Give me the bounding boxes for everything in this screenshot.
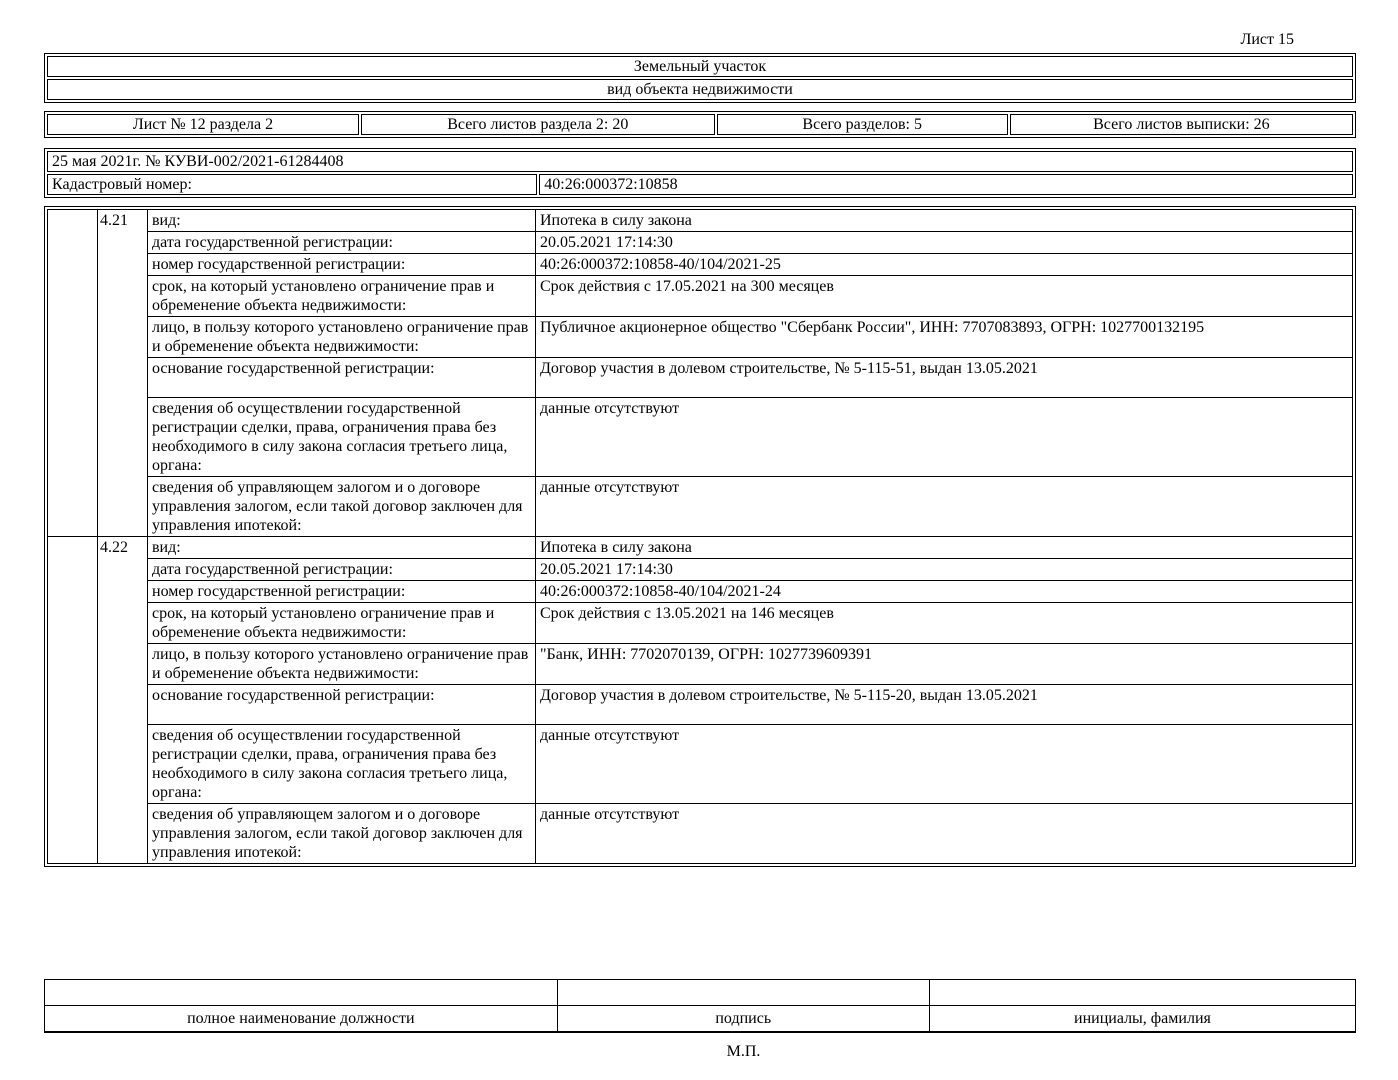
record-left-cell xyxy=(48,210,98,537)
record-value: "Банк, ИНН: 7702070139, ОГРН: 1027739609391 xyxy=(536,644,1353,685)
table-row xyxy=(48,804,1353,864)
record-label: сведения об осуществлении государственной регистрации сделки, права, ограничения права без необходимого в силу закона согласия третьего лица, органа: xyxy=(148,725,536,804)
record-value: 20.05.2021 17:14:30 xyxy=(536,559,1353,581)
record-value: Договор участия в долевом строительстве, № 5-115-20, выдан 13.05.2021 xyxy=(536,685,1353,725)
spacer xyxy=(44,138,1356,148)
table-row xyxy=(48,477,1353,537)
signature-empty-row xyxy=(45,980,1356,1006)
position-caption: полное наименование должности xyxy=(45,1006,558,1032)
spacer xyxy=(44,198,1356,206)
record-left-cell xyxy=(48,537,98,864)
signature-empty-cell xyxy=(45,980,558,1006)
record-label: срок, на который установлено ограничение прав и обременение объекта недвижимости: xyxy=(148,603,536,644)
document-info-table xyxy=(44,148,1356,198)
record-value: Ипотека в силу закона xyxy=(536,210,1353,232)
record-value: данные отсутствуют xyxy=(536,725,1353,804)
table-row xyxy=(48,358,1353,398)
sheet-info-table xyxy=(44,111,1356,138)
record-value: 40:26:000372:10858-40/104/2021-24 xyxy=(536,581,1353,603)
object-type-table xyxy=(44,53,1356,103)
record-value: данные отсутствуют xyxy=(536,398,1353,477)
record-label: основание государственной регистрации: xyxy=(148,358,536,398)
record-label: номер государственной регистрации: xyxy=(148,581,536,603)
signature-caption-row xyxy=(45,1006,1356,1032)
document-date-number: 25 мая 2021г. № КУВИ-002/2021-61284408 xyxy=(47,151,1353,172)
sheet-number: Лист 15 xyxy=(1240,31,1294,48)
spacer xyxy=(44,103,1356,111)
record-value: данные отсутствуют xyxy=(536,477,1353,537)
record-value: Публичное акционерное общество "Сбербанк России", ИНН: 7707083893, ОГРН: 1027700132195 xyxy=(536,317,1353,358)
table-row xyxy=(48,644,1353,685)
record-label: вид: xyxy=(148,210,536,232)
table-row xyxy=(48,276,1353,317)
table-row xyxy=(48,603,1353,644)
record-number: 4.21 xyxy=(98,210,148,537)
record-label: номер государственной регистрации: xyxy=(148,254,536,276)
table-row xyxy=(48,254,1353,276)
record-label: сведения об управляющем залогом и о договоре управления залогом, если такой договор заключен для управления ипотекой: xyxy=(148,804,536,864)
record-value: Срок действия с 13.05.2021 на 146 месяцев xyxy=(536,603,1353,644)
stamp-place-label: М.П. xyxy=(726,1042,761,1060)
sheet-info-total-sections: Всего разделов: 5 xyxy=(717,114,1008,135)
record-value: данные отсутствуют xyxy=(536,804,1353,864)
record-value: Договор участия в долевом строительстве, № 5-115-51, выдан 13.05.2021 xyxy=(536,358,1353,398)
table-row xyxy=(48,581,1353,603)
sheet-info-total-section-sheets: Всего листов раздела 2: 20 xyxy=(361,114,715,135)
record-4-21 xyxy=(48,210,1353,537)
record-value: Ипотека в силу закона xyxy=(536,537,1353,559)
table-row xyxy=(48,210,1353,232)
cadastral-number-value: 40:26:000372:10858 xyxy=(539,174,1353,195)
record-label: сведения об управляющем залогом и о договоре управления залогом, если такой договор заключен для управления ипотекой: xyxy=(148,477,536,537)
table-row xyxy=(48,317,1353,358)
signature-block xyxy=(44,979,1356,1061)
cadastral-number-label: Кадастровый номер: xyxy=(47,174,537,195)
record-4-22 xyxy=(48,537,1353,864)
sheet-info-total-sheets: Всего листов выписки: 26 xyxy=(1010,114,1353,135)
record-label: основание государственной регистрации: xyxy=(148,685,536,725)
table-row xyxy=(48,725,1353,804)
table-row xyxy=(48,398,1353,477)
record-label: лицо, в пользу которого установлено ограничение прав и обременение объекта недвижимости: xyxy=(148,317,536,358)
signature-caption: подпись xyxy=(557,1006,929,1032)
record-value: Срок действия с 17.05.2021 на 300 месяцев xyxy=(536,276,1353,317)
sheet-info-sheet: Лист № 12 раздела 2 xyxy=(47,114,359,135)
table-row xyxy=(48,232,1353,254)
signature-table xyxy=(44,979,1356,1033)
record-label: срок, на который установлено ограничение прав и обременение объекта недвижимости: xyxy=(148,276,536,317)
initials-caption: инициалы, фамилия xyxy=(929,1006,1355,1032)
object-type-value: Земельный участок xyxy=(47,56,1353,77)
records-table-border xyxy=(44,206,1356,867)
record-value: 40:26:000372:10858-40/104/2021-25 xyxy=(536,254,1353,276)
table-row xyxy=(48,685,1353,725)
record-label: вид: xyxy=(148,537,536,559)
record-label: дата государственной регистрации: xyxy=(148,232,536,254)
table-row xyxy=(48,537,1353,559)
record-value: 20.05.2021 17:14:30 xyxy=(536,232,1353,254)
object-type-caption: вид объекта недвижимости xyxy=(47,79,1353,100)
table-row xyxy=(48,559,1353,581)
record-number: 4.22 xyxy=(98,537,148,864)
signature-empty-cell xyxy=(557,980,929,1006)
record-label: дата государственной регистрации: xyxy=(148,559,536,581)
signature-empty-cell xyxy=(929,980,1355,1006)
record-label: сведения об осуществлении государственной регистрации сделки, права, ограничения права без необходимого в силу закона согласия третьего лица, органа: xyxy=(148,398,536,477)
record-label: лицо, в пользу которого установлено ограничение прав и обременение объекта недвижимости: xyxy=(148,644,536,685)
records-table xyxy=(47,209,1353,864)
